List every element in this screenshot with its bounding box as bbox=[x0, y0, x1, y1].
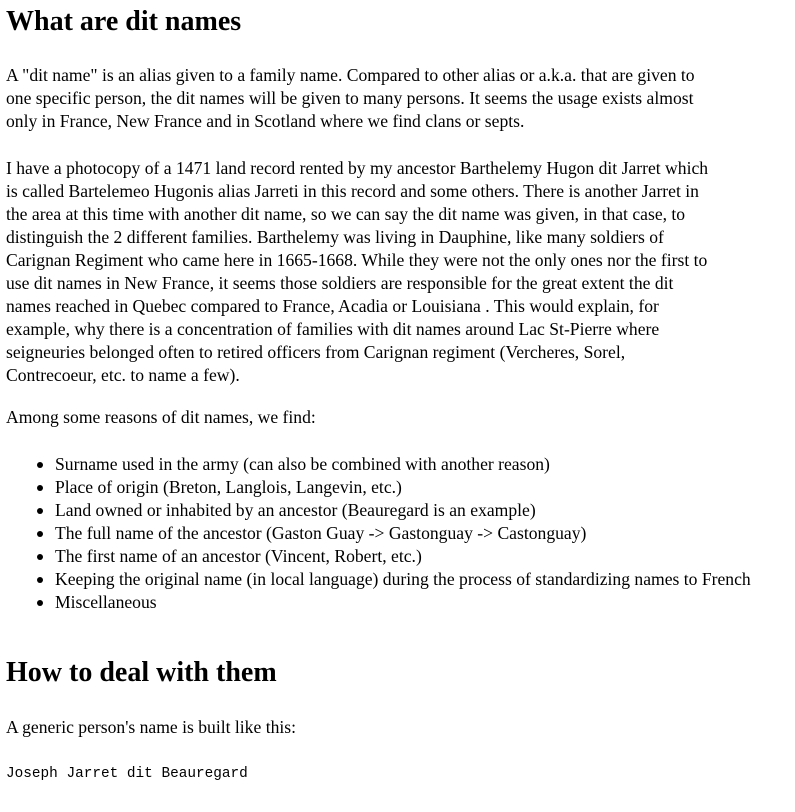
paragraph-line: seigneuries belonged often to retired officers from Carignan regiment (Vercheres, Sorel, bbox=[6, 342, 626, 362]
list-item: Place of origin (Breton, Langlois, Langevin, etc.) bbox=[55, 477, 402, 497]
code-example: Joseph Jarret dit Beauregard bbox=[6, 766, 248, 782]
list-item: Land owned or inhabited by an ancestor (Beauregard is an example) bbox=[55, 500, 536, 520]
paragraph-line: is called Bartelemeo Hugonis alias Jarreti in this record and some others. There is another Jarret in bbox=[6, 181, 699, 201]
paragraph-line: A "dit name" is an alias given to a family name. Compared to other alias or a.k.a. that are given to bbox=[6, 65, 695, 85]
paragraph-line: the area at this time with another dit name, so we can say the dit name was given, in that case, to bbox=[6, 204, 686, 224]
paragraph-line: names reached in Quebec compared to France, Acadia or Louisiana . This would explain, for bbox=[6, 296, 659, 316]
list-item: Surname used in the army (can also be combined with another reason) bbox=[55, 454, 550, 474]
paragraph-line: distinguish the 2 different families. Barthelemy was living in Dauphine, like many soldiers of bbox=[6, 227, 664, 247]
list-item: Miscellaneous bbox=[55, 592, 157, 612]
paragraph-history bbox=[6, 157, 708, 387]
heading-how-to-deal: How to deal with them bbox=[6, 657, 277, 688]
paragraph-line: Carignan Regiment who came here in 1665-1668. While they were not the only ones nor the first to bbox=[6, 250, 708, 270]
heading-what-are-dit-names: What are dit names bbox=[6, 6, 242, 37]
paragraph-line: only in France, New France and in Scotland where we find clans or septs. bbox=[6, 111, 525, 131]
paragraph-line: Contrecoeur, etc. to name a few). bbox=[6, 365, 240, 385]
list-item: Keeping the original name (in local language) during the process of standardizing names to French bbox=[55, 569, 751, 589]
list-item: The full name of the ancestor (Gaston Guay -> Gastonguay -> Castonguay) bbox=[55, 523, 587, 543]
paragraph-definition bbox=[6, 64, 695, 133]
paragraph-line: one specific person, the dit names will be given to many persons. It seems the usage exists almost bbox=[6, 88, 694, 108]
paragraph-line: use dit names in New France, it seems those soldiers are responsible for the great extent the dit bbox=[6, 273, 674, 293]
paragraph-reasons-intro: Among some reasons of dit names, we find: bbox=[6, 407, 316, 427]
list-item: The first name of an ancestor (Vincent, Robert, etc.) bbox=[55, 546, 422, 566]
reasons-list bbox=[34, 453, 794, 614]
paragraph-line: example, why there is a concentration of families with dit names around Lac St-Pierre where bbox=[6, 319, 660, 339]
paragraph-line: I have a photocopy of a 1471 land record rented by my ancestor Barthelemy Hugon dit Jarret which bbox=[6, 158, 709, 178]
paragraph-generic-name: A generic person's name is built like this: bbox=[6, 717, 296, 737]
